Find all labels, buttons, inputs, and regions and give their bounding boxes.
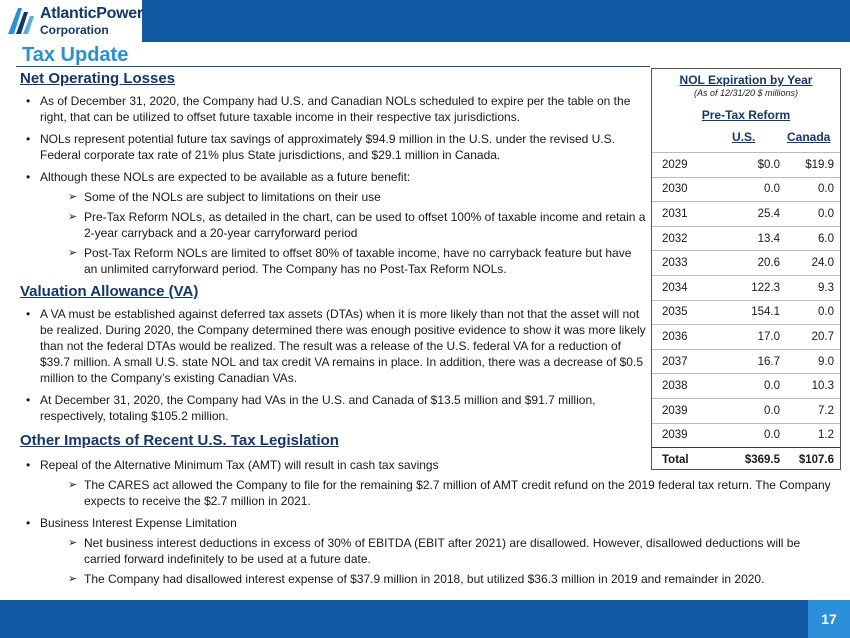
other-sub-bullet: ➢ The Company had disallowed interest expense of $37.9 million in 2018, but utilized $36.3 million in 2019 and remainder in 2020. <box>40 571 835 587</box>
row-us: 16.7 <box>722 349 780 374</box>
nol-table-column-headers <box>652 126 840 148</box>
table-row <box>652 398 840 423</box>
total-us: $369.5 <box>722 448 780 473</box>
table-row <box>652 226 840 251</box>
row-us: $0.0 <box>722 153 780 178</box>
row-us: 0.0 <box>722 398 780 423</box>
total-label: Total <box>652 448 722 473</box>
other-bullet-text: Repeal of the Alternative Minimum Tax (AMT) will result in cash tax savings <box>40 458 439 472</box>
row-year: 2030 <box>652 177 722 202</box>
row-year: 2038 <box>652 374 722 399</box>
row-canada: 0.0 <box>780 177 840 202</box>
va-bullet: • A VA must be established against deferred tax assets (DTAs) when it is more likely than not that the asset will not be realized. During 2020, the Company determined there was enough positive evidence to show it was more likely than not the federal DTAs would be realized. The result was a release of the U.S. federal VA for a reduction of $39.7 million. A small U.S. state NOL and tax credit VA remains in place. In addition, there was a decrease of $0.5 million to the Company’s existing Canadian VAs. <box>20 306 648 386</box>
table-row <box>652 423 840 448</box>
va-heading: Valuation Allowance (VA) <box>20 283 199 300</box>
left-column <box>20 70 648 430</box>
row-us: 13.4 <box>722 226 780 251</box>
logo-mark-icon <box>6 6 36 36</box>
row-canada: 9.0 <box>780 349 840 374</box>
table-row <box>652 177 840 202</box>
nol-bullet: • NOLs represent potential future tax savings of approximately $94.9 million in the U.S. under the revised U.S. Federal corporate tax rate of 21% plus State jurisdictions, and $29.1 million in Canada. <box>20 131 648 163</box>
logo-name: AtlanticPower <box>40 5 143 22</box>
row-canada: 10.3 <box>780 374 840 399</box>
va-bullet: • At December 31, 2020, the Company had VAs in the U.S. and Canada of $13.5 million and $91.7 million, respectively, totaling $105.2 million. <box>20 392 648 424</box>
row-us: 122.3 <box>722 275 780 300</box>
row-canada: 0.0 <box>780 300 840 325</box>
nol-table-body <box>652 153 840 448</box>
nol-bullet-text: Although these NOLs are expected to be available as a future benefit: <box>40 170 411 184</box>
row-canada: 1.2 <box>780 423 840 448</box>
total-canada: $107.6 <box>780 448 840 473</box>
title-divider <box>16 66 650 67</box>
table-total-row <box>652 448 840 473</box>
nol-bullet <box>20 169 648 277</box>
row-year: 2034 <box>652 275 722 300</box>
row-canada: 6.0 <box>780 226 840 251</box>
va-bullets <box>20 306 648 424</box>
row-year: 2039 <box>652 423 722 448</box>
page-title: Tax Update <box>22 44 129 66</box>
row-us: 0.0 <box>722 423 780 448</box>
other-bullets <box>20 457 835 587</box>
row-year: 2039 <box>652 398 722 423</box>
row-us: 17.0 <box>722 325 780 350</box>
other-sub-bullet: ➢ Net business interest deductions in excess of 30% of EBITDA (EBIT after 2021) are disallowed. However, disallowed deductions will be carried forward indefinitely to be used at a future date. <box>40 535 835 567</box>
other-heading: Other Impacts of Recent U.S. Tax Legislation <box>20 432 339 449</box>
nol-table-title: NOL Expiration by Year <box>679 73 813 87</box>
row-year: 2029 <box>652 153 722 178</box>
col-header-canada: Canada <box>787 130 831 144</box>
nol-table-group-header: Pre-Tax Reform <box>701 108 791 122</box>
nol-bullets <box>20 93 648 277</box>
table-row <box>652 374 840 399</box>
row-canada: 9.3 <box>780 275 840 300</box>
row-year: 2033 <box>652 251 722 276</box>
nol-sub-bullet: ➢ Some of the NOLs are subject to limitations on their use <box>40 189 648 205</box>
table-row <box>652 275 840 300</box>
table-row <box>652 153 840 178</box>
nol-sub-bullet: ➢ Pre-Tax Reform NOLs, as detailed in the chart, can be used to offset 100% of taxable income and retain a 2-year carryback and a 20-year carryforward period <box>40 209 648 241</box>
nol-heading: Net Operating Losses <box>20 70 176 87</box>
bottom-banner <box>0 600 850 638</box>
row-us: 0.0 <box>722 177 780 202</box>
nol-bullet: • As of December 31, 2020, the Company had U.S. and Canadian NOLs scheduled to expire per the table on the right, that can be utilized to offset future taxable income in their respective tax jurisdictions. <box>20 93 648 125</box>
row-canada: 24.0 <box>780 251 840 276</box>
nol-sub-bullets <box>40 189 648 277</box>
row-us: 0.0 <box>722 374 780 399</box>
nol-table-subtitle: (As of 12/31/20 $ millions) <box>693 88 799 98</box>
table-row <box>652 202 840 227</box>
row-year: 2032 <box>652 226 722 251</box>
other-bullet <box>20 515 835 587</box>
row-canada: 0.0 <box>780 202 840 227</box>
table-row <box>652 325 840 350</box>
row-year: 2035 <box>652 300 722 325</box>
company-logo <box>0 0 142 42</box>
row-us: 20.6 <box>722 251 780 276</box>
row-us: 154.1 <box>722 300 780 325</box>
nol-data-table <box>652 152 840 472</box>
other-sub-bullet: ➢ The CARES act allowed the Company to file for the remaining $2.7 million of AMT credit refund on the 2019 federal tax return. The Company expects to receive the $2.7 million in 2021. <box>40 477 835 509</box>
table-row <box>652 251 840 276</box>
col-header-us: U.S. <box>732 130 756 144</box>
row-canada: $19.9 <box>780 153 840 178</box>
row-canada: 20.7 <box>780 325 840 350</box>
nol-sub-bullet: ➢ Post-Tax Reform NOLs are limited to offset 80% of taxable income, have no carryback feature but have an unlimited carryforward period. The Company has no Post-Tax Reform NOLs. <box>40 245 648 277</box>
other-sub-bullets <box>40 535 835 587</box>
row-year: 2031 <box>652 202 722 227</box>
table-row <box>652 300 840 325</box>
row-year: 2037 <box>652 349 722 374</box>
page-number: 17 <box>808 600 850 638</box>
row-us: 25.4 <box>722 202 780 227</box>
other-sub-bullets <box>40 477 835 509</box>
other-bullet-text: Business Interest Expense Limitation <box>40 516 237 530</box>
row-canada: 7.2 <box>780 398 840 423</box>
row-year: 2036 <box>652 325 722 350</box>
table-row <box>652 349 840 374</box>
logo-subname: Corporation <box>40 23 109 37</box>
nol-expiration-table <box>651 68 841 470</box>
